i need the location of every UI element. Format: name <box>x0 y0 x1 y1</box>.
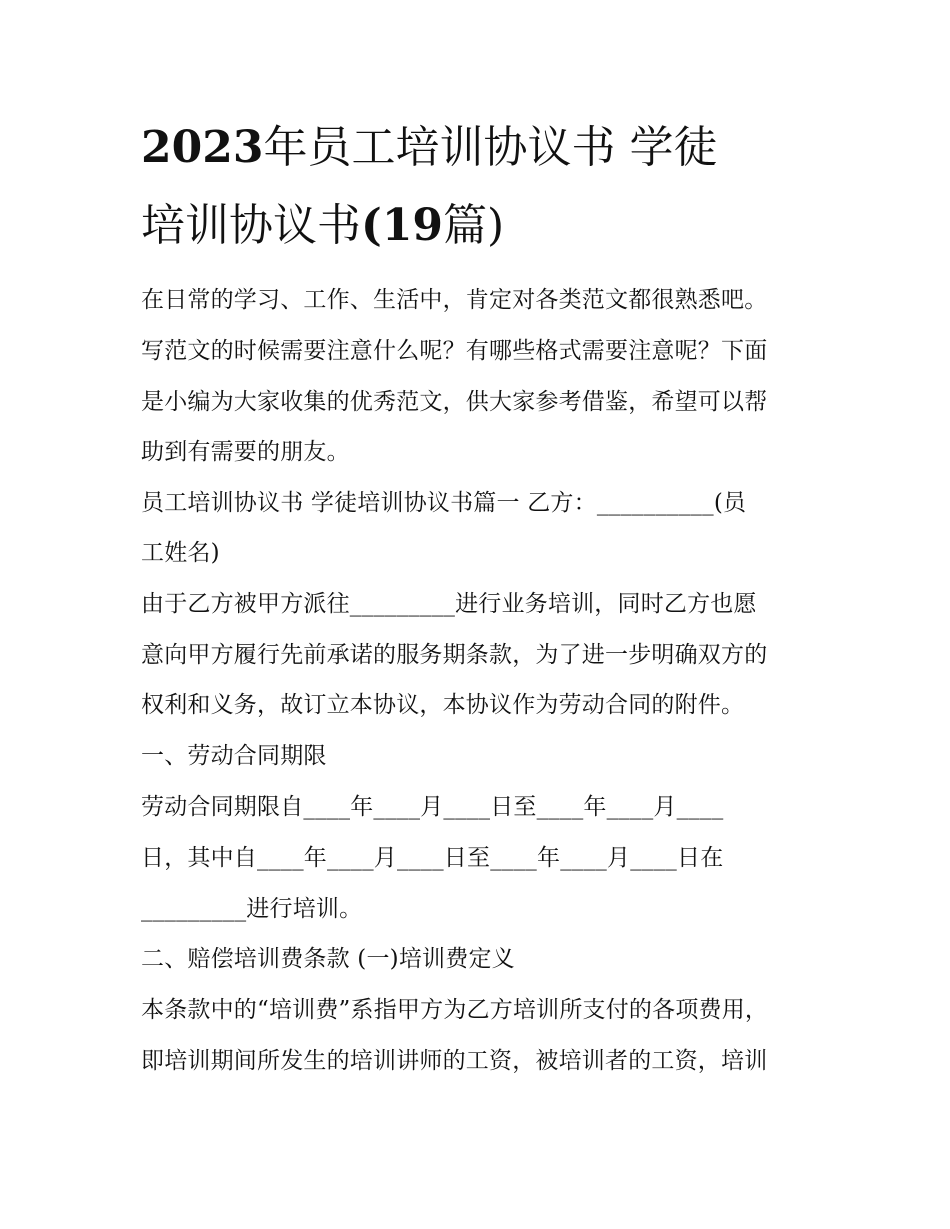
body-line: 写范文的时候需要注意什么呢？有哪些格式需要注意呢？下面 <box>141 338 768 364</box>
document-title-line-1 <box>141 122 821 174</box>
title-count: (19 <box>361 200 444 251</box>
body-line: 日，其中自____年____月____日至____年____月____日在 <box>141 845 724 871</box>
body-line: 员工培训协议书 学徒培训协议书篇一 乙方：__________(员 <box>141 490 747 516</box>
section-heading: 一、劳动合同期限 <box>141 743 327 769</box>
body-line: 劳动合同期限自____年____月____日至____年____月____ <box>141 794 724 820</box>
body-line: 助到有需要的朋友。 <box>141 439 350 465</box>
title-year: 2023 <box>141 122 264 173</box>
title-text-2: 培训协议书 <box>141 200 361 251</box>
body-line: 意向甲方履行先前承诺的服务期条款，为了进一步明确双方的 <box>141 642 768 668</box>
body-line: _________进行培训。 <box>141 896 363 922</box>
body-line: 由于乙方被甲方派往_________进行业务培训，同时乙方也愿 <box>141 591 757 617</box>
section-heading: 二、赔偿培训费条款 (一)培训费定义 <box>141 946 515 972</box>
title-text-3: 篇) <box>443 200 505 251</box>
body-line: 权利和义务，故订立本协议，本协议作为劳动合同的附件。 <box>141 692 745 718</box>
document-title-line-2 <box>141 200 821 252</box>
body-line: 在日常的学习、工作、生活中，肯定对各类范文都很熟悉吧。 <box>141 287 768 313</box>
body-line: 是小编为大家收集的优秀范文，供大家参考借鉴，希望可以帮 <box>141 389 768 415</box>
body-line: 工姓名) <box>141 540 220 566</box>
body-line: 本条款中的“培训费”系指甲方为乙方培训所支付的各项费用， <box>141 997 769 1023</box>
title-text-1: 年员工培训协议书 学徒 <box>263 122 718 173</box>
body-line: 即培训期间所发生的培训讲师的工资，被培训者的工资，培训 <box>141 1048 768 1074</box>
